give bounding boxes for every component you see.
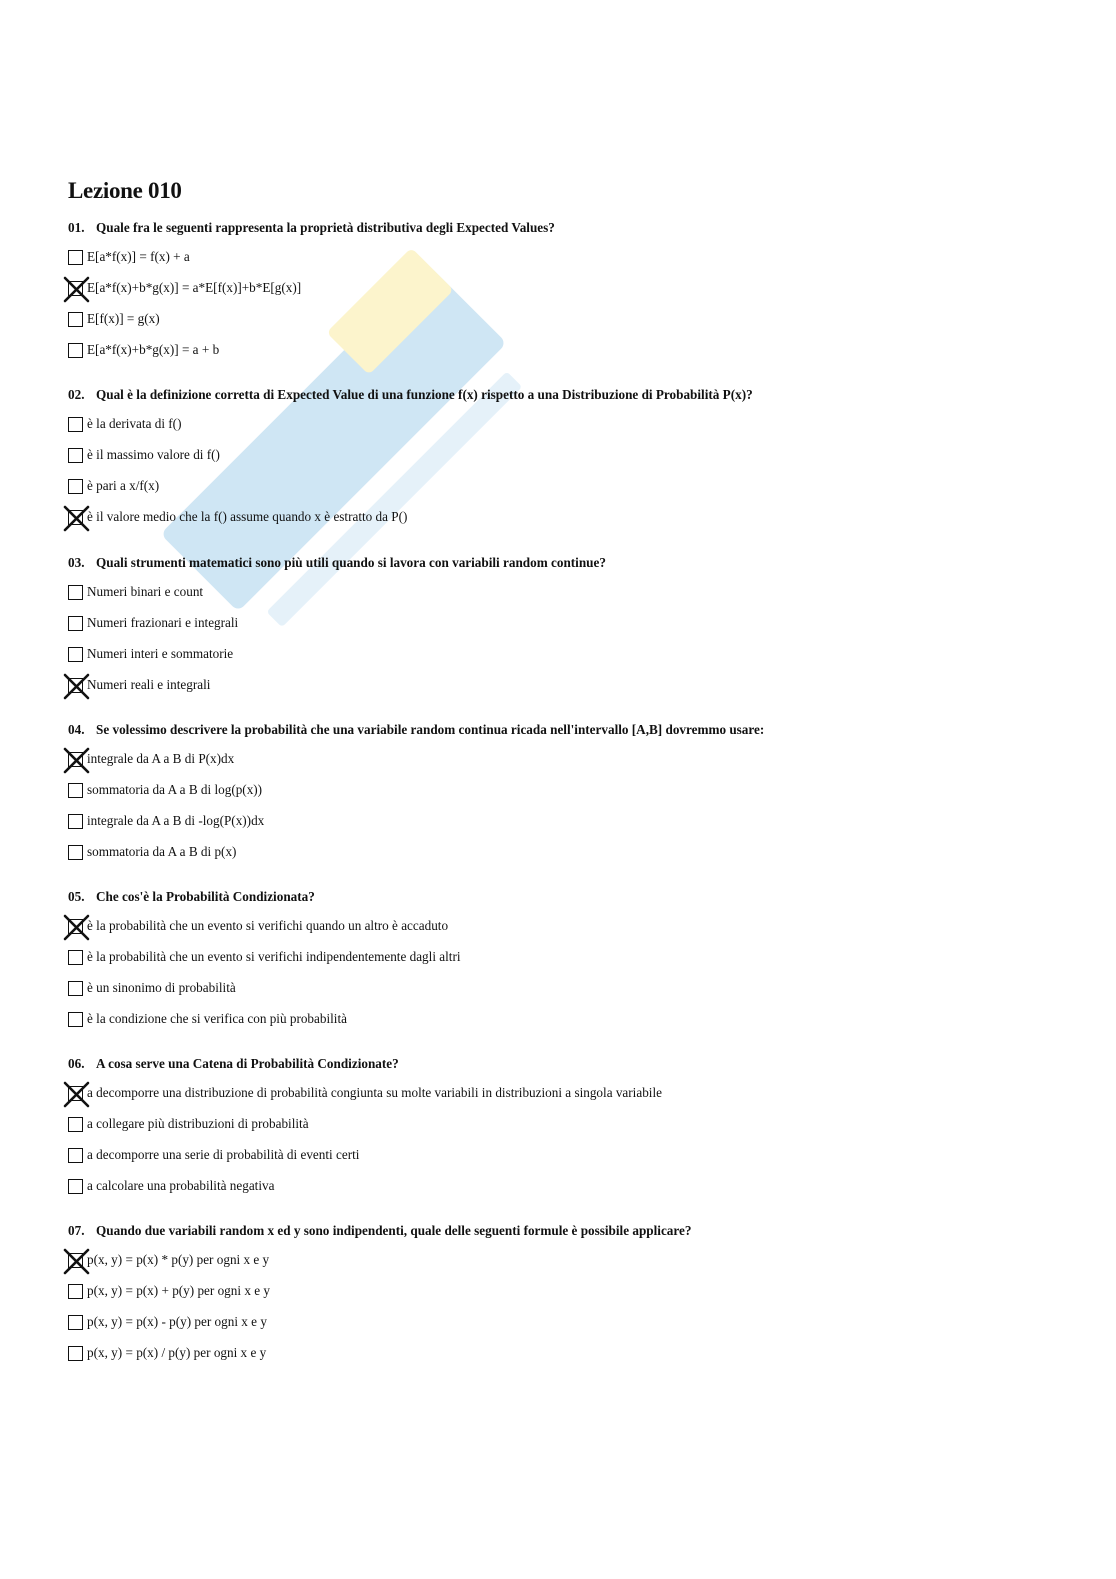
- answer-option[interactable]: [68, 445, 220, 465]
- question-number: 01.: [68, 220, 85, 235]
- answer-option[interactable]: [68, 1250, 269, 1270]
- checkbox[interactable]: [68, 616, 83, 631]
- question-2: [68, 386, 1068, 524]
- question-label: Quali strumenti matematici sono più utili quando si lavora con variabili random continue?: [96, 555, 606, 570]
- answer-option[interactable]: [68, 1145, 359, 1165]
- lesson-title: Lezione 010: [68, 178, 182, 203]
- option-label: è il massimo valore di f(): [87, 447, 220, 462]
- answer-option[interactable]: [68, 916, 448, 936]
- question-label: Se volessimo descrivere la probabilità che una variabile random continua ricada nell'intervallo [A,B] dovremmo usare:: [96, 722, 765, 737]
- answer-option[interactable]: [68, 340, 219, 360]
- question-text: [68, 219, 1068, 237]
- option-label: E[f(x)] = g(x): [87, 311, 160, 326]
- question-label: Qual è la definizione corretta di Expected Value di una funzione f(x) rispetto a una Distribuzione di Probabilità P(x)?: [96, 387, 753, 402]
- answer-option[interactable]: [68, 644, 233, 664]
- checked-checkbox[interactable]: [68, 1086, 83, 1101]
- checkbox[interactable]: [68, 1315, 83, 1330]
- answer-option[interactable]: [68, 414, 181, 434]
- answer-option[interactable]: [68, 247, 190, 267]
- answer-option[interactable]: [68, 476, 159, 496]
- checkbox[interactable]: [68, 585, 83, 600]
- option-label: è la condizione che si verifica con più probabilità: [87, 1011, 347, 1026]
- option-label: è la probabilità che un evento si verifichi indipendentemente dagli altri: [87, 949, 461, 964]
- option-label: a collegare più distribuzioni di probabilità: [87, 1116, 309, 1131]
- checked-checkbox[interactable]: [68, 1253, 83, 1268]
- checkbox[interactable]: [68, 814, 83, 829]
- option-label: a decomporre una serie di probabilità di eventi certi: [87, 1147, 360, 1162]
- checked-checkbox[interactable]: [68, 752, 83, 767]
- answer-option[interactable]: [68, 675, 210, 695]
- checkbox[interactable]: [68, 1148, 83, 1163]
- answer-option[interactable]: [68, 309, 160, 329]
- answer-option[interactable]: [68, 1114, 309, 1134]
- answer-option[interactable]: [68, 582, 203, 602]
- question-text: [68, 1222, 1068, 1240]
- answer-option[interactable]: [68, 1312, 267, 1332]
- answer-option[interactable]: [68, 749, 234, 769]
- question-text: [68, 888, 1068, 906]
- question-number: 03.: [68, 555, 85, 570]
- question-text: [68, 721, 1068, 739]
- option-label: a calcolare una probabilità negativa: [87, 1178, 275, 1193]
- question-7: [68, 1222, 1068, 1360]
- question-6: [68, 1055, 1068, 1193]
- question-number: 07.: [68, 1223, 85, 1238]
- checkbox[interactable]: [68, 1346, 83, 1361]
- checkbox[interactable]: [68, 1284, 83, 1299]
- option-label: è pari a x/f(x): [87, 478, 160, 493]
- answer-option[interactable]: [68, 1009, 347, 1029]
- answer-option[interactable]: [68, 978, 236, 998]
- answer-option[interactable]: [68, 1176, 274, 1196]
- checkbox[interactable]: [68, 250, 83, 265]
- option-label: p(x, y) = p(x) - p(y) per ogni x e y: [87, 1314, 267, 1329]
- answer-option[interactable]: [68, 1281, 270, 1301]
- option-label: integrale da A a B di -log(P(x))dx: [87, 813, 265, 828]
- checked-checkbox[interactable]: [68, 281, 83, 296]
- question-label: Che cos'è la Probabilità Condizionata?: [96, 889, 315, 904]
- option-label: Numeri reali e integrali: [87, 677, 211, 692]
- option-label: è la probabilità che un evento si verifichi quando un altro è accaduto: [87, 918, 449, 933]
- checkbox[interactable]: [68, 448, 83, 463]
- option-label: E[a*f(x)+b*g(x)] = a*E[f(x)]+b*E[g(x)]: [87, 280, 302, 295]
- checkbox[interactable]: [68, 417, 83, 432]
- question-label: Quando due variabili random x ed y sono indipendenti, quale delle seguenti formule è possibile applicare?: [96, 1223, 692, 1238]
- option-label: E[a*f(x)] = f(x) + a: [87, 249, 190, 264]
- question-label: Quale fra le seguenti rappresenta la proprietà distributiva degli Expected Values?: [96, 220, 555, 235]
- question-4: [68, 721, 1068, 859]
- checked-checkbox[interactable]: [68, 678, 83, 693]
- checkbox[interactable]: [68, 950, 83, 965]
- option-label: integrale da A a B di P(x)dx: [87, 751, 235, 766]
- checkbox[interactable]: [68, 981, 83, 996]
- checkbox[interactable]: [68, 343, 83, 358]
- option-label: a decomporre una distribuzione di probabilità congiunta su molte variabili in distribuzioni a singola variabile: [87, 1085, 662, 1100]
- question-number: 05.: [68, 889, 85, 904]
- question-number: 04.: [68, 722, 85, 737]
- question-number: 02.: [68, 387, 85, 402]
- checked-checkbox[interactable]: [68, 510, 83, 525]
- question-number: 06.: [68, 1056, 85, 1071]
- option-label: p(x, y) = p(x) + p(y) per ogni x e y: [87, 1283, 270, 1298]
- option-label: p(x, y) = p(x) * p(y) per ogni x e y: [87, 1252, 270, 1267]
- answer-option[interactable]: [68, 947, 461, 967]
- checked-checkbox[interactable]: [68, 919, 83, 934]
- answer-option[interactable]: [68, 278, 301, 298]
- answer-option[interactable]: [68, 842, 236, 862]
- answer-option[interactable]: [68, 507, 407, 527]
- option-label: è la derivata di f(): [87, 416, 182, 431]
- checkbox[interactable]: [68, 845, 83, 860]
- checkbox[interactable]: [68, 1117, 83, 1132]
- option-label: p(x, y) = p(x) / p(y) per ogni x e y: [87, 1345, 267, 1360]
- option-label: è un sinonimo di probabilità: [87, 980, 236, 995]
- option-label: Numeri binari e count: [87, 584, 204, 599]
- answer-option[interactable]: [68, 1343, 266, 1363]
- option-label: sommatoria da A a B di p(x): [87, 844, 237, 859]
- question-text: [68, 386, 1068, 404]
- option-label: E[a*f(x)+b*g(x)] = a + b: [87, 342, 220, 357]
- question-text: [68, 1055, 1068, 1073]
- checkbox[interactable]: [68, 312, 83, 327]
- question-5: [68, 888, 1068, 1026]
- checkbox[interactable]: [68, 479, 83, 494]
- option-label: sommatoria da A a B di log(p(x)): [87, 782, 263, 797]
- question-3: [68, 554, 1068, 692]
- checkbox[interactable]: [68, 1012, 83, 1027]
- option-label: è il valore medio che la f() assume quando x è estratto da P(): [87, 509, 408, 524]
- question-label: A cosa serve una Catena di Probabilità Condizionate?: [96, 1056, 399, 1071]
- answer-option[interactable]: [68, 811, 264, 831]
- answer-option[interactable]: [68, 1083, 662, 1103]
- option-label: Numeri frazionari e integrali: [87, 615, 239, 630]
- answer-option[interactable]: [68, 780, 262, 800]
- checkbox[interactable]: [68, 783, 83, 798]
- question-1: [68, 219, 1068, 357]
- checkbox[interactable]: [68, 1179, 83, 1194]
- checkbox[interactable]: [68, 647, 83, 662]
- option-label: Numeri interi e sommatorie: [87, 646, 234, 661]
- answer-option[interactable]: [68, 613, 238, 633]
- question-text: [68, 554, 1068, 572]
